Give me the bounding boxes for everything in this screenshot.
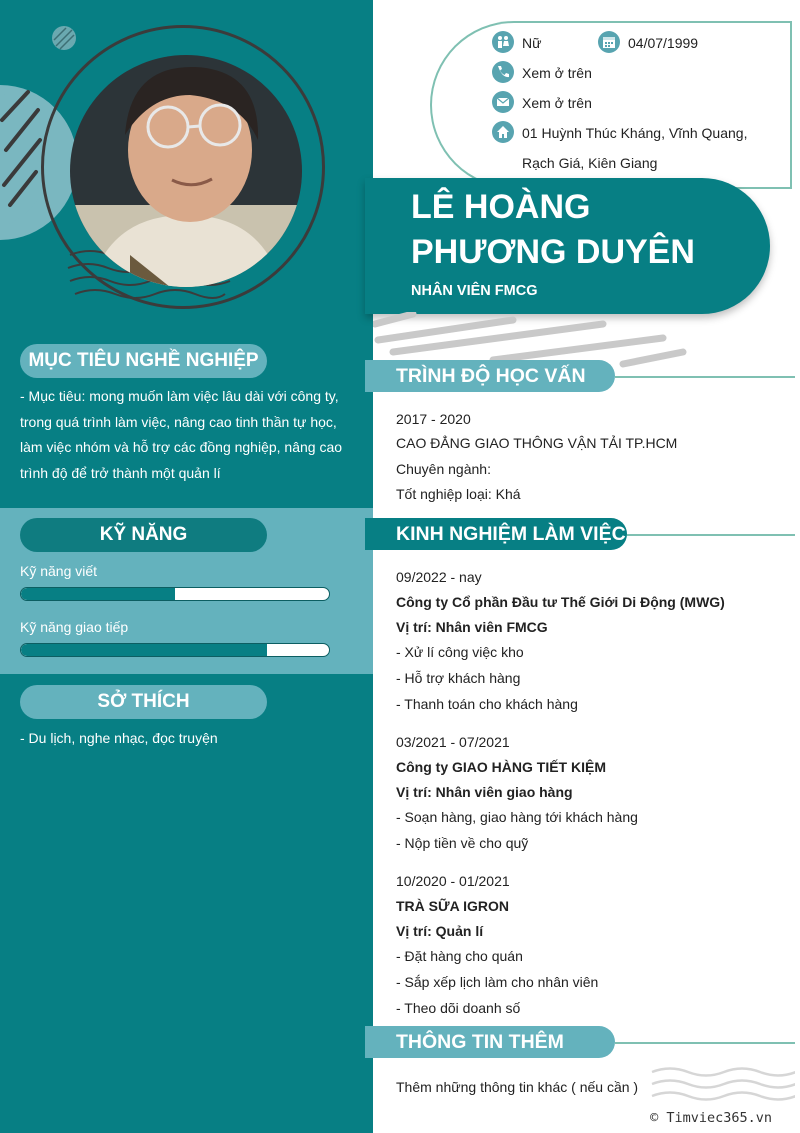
- skill-label: Kỹ năng giao tiếp: [20, 619, 129, 635]
- job-position: Vị trí: Quản lí: [396, 923, 484, 939]
- objective-line: trình độ để trở thành một quản lí: [20, 464, 221, 481]
- job-company: Công ty GIAO HÀNG TIẾT KIỆM: [396, 759, 606, 775]
- address-line-2: Rạch Giá, Kiên Giang: [522, 155, 658, 171]
- job-duty: - Soạn hàng, giao hàng tới khách hàng: [396, 809, 638, 825]
- calendar-icon: [598, 31, 620, 53]
- job-company: TRÀ SỮA IGRON: [396, 898, 509, 914]
- skill-bar-fill: [21, 588, 175, 600]
- job-period: 03/2021 - 07/2021: [396, 734, 510, 750]
- birthday-value: 04/07/1999: [628, 35, 699, 51]
- section-divider: [615, 1042, 795, 1044]
- name-line-1: LÊ HOÀNG: [411, 188, 591, 226]
- additional-text: Thêm những thông tin khác ( nếu cần ): [396, 1079, 639, 1095]
- job-duty: - Thanh toán cho khách hàng: [396, 696, 578, 712]
- education-school: CAO ĐẲNG GIAO THÔNG VẬN TẢI TP.HCM: [396, 435, 678, 451]
- objective-line: làm việc nhóm và hỗ trợ các đồng nghiệp, nâng cao: [20, 439, 343, 455]
- profile-photo: [70, 55, 302, 287]
- gender-icon: [492, 31, 514, 53]
- education-major: Chuyên ngành:: [396, 461, 491, 477]
- job-duty: - Xử lí công việc kho: [396, 644, 524, 660]
- education-grade: Tốt nghiệp loại: Khá: [396, 486, 521, 502]
- hobbies-text: - Du lịch, nghe nhạc, đọc truyện: [20, 730, 218, 746]
- candidate-name: [411, 185, 695, 275]
- name-line-2: PHƯƠNG DUYÊN: [411, 233, 695, 271]
- skills-heading: KỸ NĂNG: [20, 518, 267, 552]
- skill-label: Kỹ năng viết: [20, 563, 98, 579]
- skill-bar-communication: [20, 643, 330, 657]
- education-heading: TRÌNH ĐỘ HỌC VẤN: [365, 360, 615, 392]
- job-duty: - Nộp tiền về cho quỹ: [396, 835, 529, 851]
- phone-icon: [492, 61, 514, 83]
- objective-line: trong quá trình làm việc, nâng cao tinh thần tự học,: [20, 413, 337, 430]
- home-icon: [492, 121, 514, 143]
- job-duty: - Hỗ trợ khách hàng: [396, 670, 521, 686]
- hobbies-heading: SỞ THÍCH: [20, 685, 267, 719]
- job-duty: - Sắp xếp lịch làm cho nhân viên: [396, 974, 599, 990]
- job-company: Công ty Cổ phần Đầu tư Thế Giới Di Động (MWG): [396, 594, 725, 610]
- address-line-1: 01 Huỳnh Thúc Kháng, Vĩnh Quang,: [522, 125, 748, 141]
- objective-line: - Mục tiêu: mong muốn làm việc lâu dài với công ty,: [20, 388, 339, 404]
- footer-watermark: © Timviec365.vn: [650, 1110, 772, 1126]
- experience-heading: KINH NGHIỆM LÀM VIỆC: [365, 518, 627, 550]
- skill-bar-writing: [20, 587, 330, 601]
- job-position: Vị trí: Nhân viên giao hàng: [396, 784, 573, 800]
- objective-text: [20, 384, 342, 486]
- section-divider: [615, 376, 795, 378]
- section-divider: [627, 534, 795, 536]
- job-duty: - Theo dõi doanh số: [396, 1000, 521, 1016]
- job-period: 09/2022 - nay: [396, 569, 482, 585]
- education-period: 2017 - 2020: [396, 411, 471, 427]
- objective-heading: MỤC TIÊU NGHỀ NGHIỆP: [20, 344, 267, 378]
- job-period: 10/2020 - 01/2021: [396, 873, 510, 889]
- job-duty: - Đặt hàng cho quán: [396, 948, 523, 964]
- email-value: Xem ở trên: [522, 95, 592, 111]
- gender-value: Nữ: [522, 35, 542, 51]
- email-icon: [492, 91, 514, 113]
- additional-heading: THÔNG TIN THÊM: [365, 1026, 615, 1058]
- job-position: Vị trí: Nhân viên FMCG: [396, 619, 548, 635]
- skill-bar-fill: [21, 644, 267, 656]
- phone-value: Xem ở trên: [522, 65, 592, 81]
- job-title: NHÂN VIÊN FMCG: [411, 283, 538, 299]
- decorative-waves: [650, 1062, 795, 1110]
